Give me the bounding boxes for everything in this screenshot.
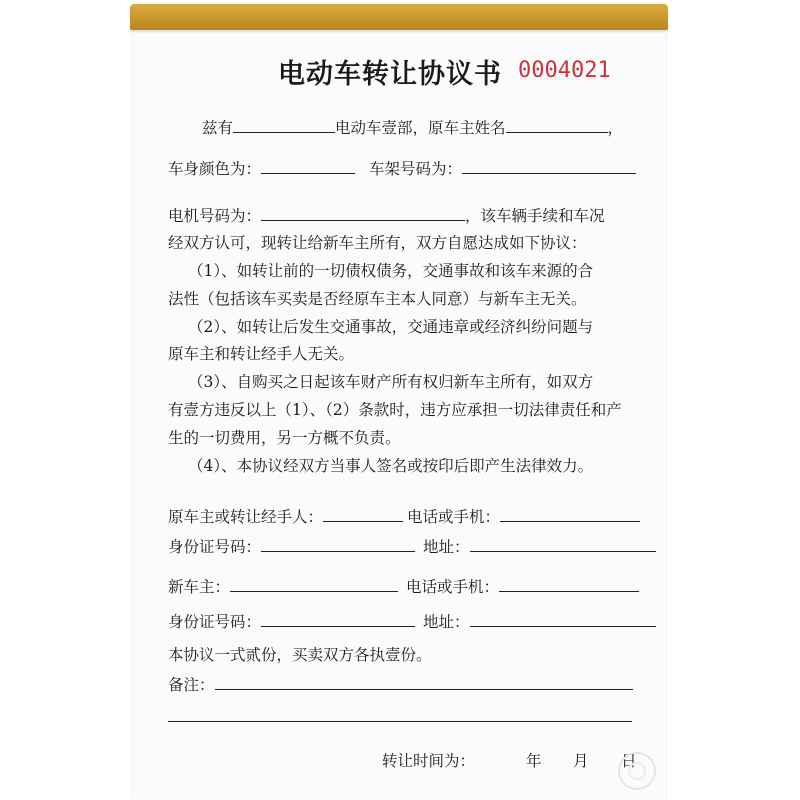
color-label: 车身颜色为： <box>168 160 262 178</box>
clause-line: （1）、如转让前的一切债权债务，交通事故和该车来源的合 <box>188 262 594 280</box>
remarks-blank[interactable] <box>215 674 633 690</box>
seller-id-label: 身份证号码： <box>168 538 262 556</box>
clause-line: （4）、本协议经双方当事人签名或按印后即产生法律效力。 <box>188 457 594 475</box>
engine-label: 电机号码为： <box>168 207 262 225</box>
seller-address-label: 地址： <box>423 538 470 556</box>
owner-name-blank[interactable] <box>506 117 608 133</box>
buyer-phone-blank[interactable] <box>499 576 639 592</box>
row-owner <box>202 117 623 138</box>
buyer-address-blank[interactable] <box>470 611 656 627</box>
seller-phone-blank[interactable] <box>500 506 640 522</box>
buyer-id-blank[interactable] <box>261 611 415 627</box>
clause-line: 生的一切费用，另一方概不负责。 <box>168 429 401 447</box>
row-remarks <box>168 674 633 695</box>
row-engine <box>168 205 605 226</box>
seller-label: 原车主或转让经手人： <box>168 508 324 526</box>
seller-phone-label: 电话或手机： <box>407 508 501 526</box>
clause-line: （3）、自购买之日起该车财产所有权归新车主所有，如双方 <box>188 373 594 391</box>
frame-label: 车架号码为： <box>369 160 463 178</box>
remarks-second-line[interactable] <box>168 721 632 722</box>
clause-line: 法性（包括该车买卖是否经原车主本人同意）与新车主无关。 <box>168 290 587 308</box>
vehicle-count-blank[interactable] <box>233 117 335 133</box>
engine-tail: ，该车辆手续和车况 <box>465 207 605 225</box>
seller-id-blank[interactable] <box>261 536 415 552</box>
buyer-label: 新车主： <box>168 578 231 596</box>
pad-binding-strip <box>130 4 668 30</box>
watermark-seal-icon <box>618 752 656 790</box>
clause-line: （2）、如转让后发生交通事故，交通违章或经济纠纷问题与 <box>188 318 594 336</box>
row-color-frame <box>168 158 636 179</box>
buyer-id-label: 身份证号码： <box>168 613 262 631</box>
transfer-date-label: 转让时间为： <box>382 752 476 770</box>
copies-note: 本协议一式贰份，买卖双方各执壹份。 <box>168 646 432 664</box>
row-owner-suffix: ， <box>607 119 624 137</box>
remarks-label: 备注： <box>168 676 215 694</box>
row-owner-mid: 电动车壹部，原车主姓名 <box>335 119 506 137</box>
row-buyer <box>168 576 639 597</box>
year-label: 年 <box>526 752 542 770</box>
frame-number-blank[interactable] <box>462 158 636 174</box>
agreement-intro: 经双方认可，现转让给新车主所有，双方自愿达成如下协议： <box>168 234 587 252</box>
buyer-address-label: 地址： <box>423 613 470 631</box>
serial-number: 0004021 <box>518 58 611 83</box>
clause-line: 原车主和转让经手人无关。 <box>168 345 355 363</box>
row-seller-id <box>168 536 656 557</box>
seller-address-blank[interactable] <box>470 536 656 552</box>
clause-line: 有壹方违反以上（1）、（2）条款时，违方应承担一切法律责任和产 <box>168 401 622 419</box>
buyer-phone-label: 电话或手机： <box>406 578 500 596</box>
row-buyer-id <box>168 611 656 632</box>
form-title: 电动车转让协议书 <box>278 59 502 90</box>
buyer-name-blank[interactable] <box>230 576 398 592</box>
row-seller <box>168 506 640 527</box>
color-blank[interactable] <box>261 158 355 174</box>
seller-name-blank[interactable] <box>323 506 403 522</box>
row-owner-prefix: 兹有 <box>202 119 234 137</box>
month-label: 月 <box>573 752 589 770</box>
day-label: 日 <box>621 752 637 770</box>
engine-number-blank[interactable] <box>261 205 465 221</box>
